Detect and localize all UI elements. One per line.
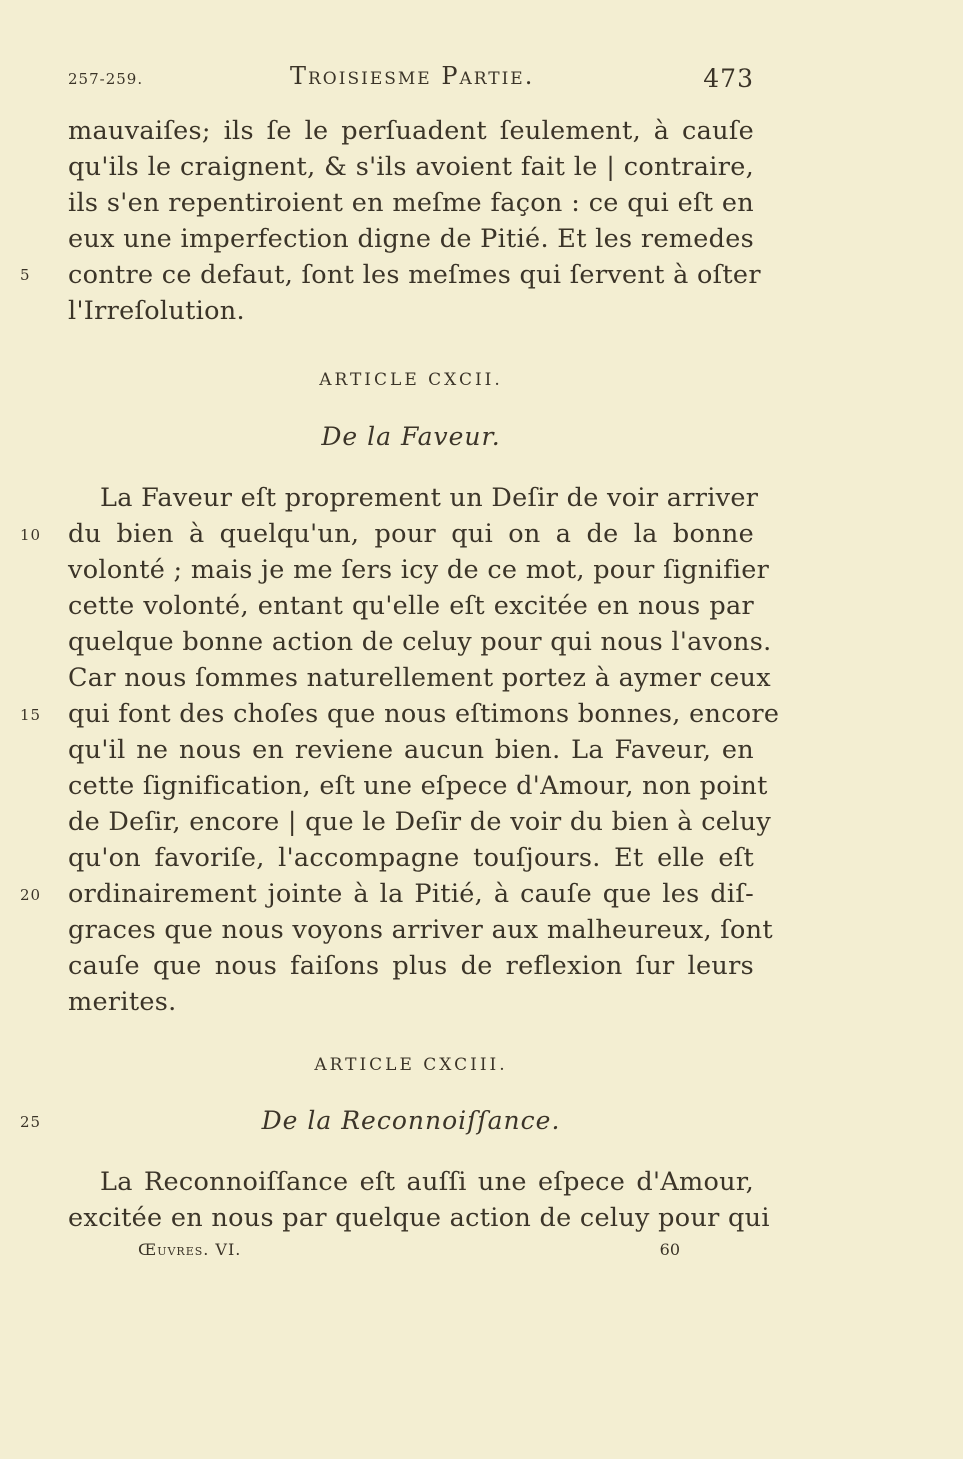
article-title: De la Faveur.: [321, 422, 501, 451]
article-heading: ARTICLE CXCII.: [319, 370, 503, 390]
page-number: 473: [703, 64, 754, 93]
text-line: cauſe que nous faiſons plus de reflexion ſur leurs: [68, 951, 754, 981]
text-line: ils s'en repentiroient en meſme façon : ce qui eſt en: [68, 188, 754, 218]
text-line: du bien à quelqu'un, pour qui on a de la bonne: [68, 519, 754, 549]
text-line: cette ſignification, eſt une eſpece d'Amour, non point: [68, 771, 768, 801]
paragraph-faveur: [68, 480, 780, 1020]
text-line: l'Irreſolution.: [68, 296, 245, 326]
text-line: La Faveur eſt proprement un Deſir de voir arriver: [100, 483, 759, 513]
running-header: [68, 62, 754, 98]
line-number: 20: [20, 886, 42, 904]
line-number: 10: [20, 526, 42, 544]
text-line: graces que nous voyons arriver aux malheureux, ſont: [68, 915, 773, 945]
text-line: de Deſir, encore | que le Deſir de voir du bien à celuy: [68, 807, 772, 837]
text-line: merites.: [68, 987, 177, 1017]
paragraph-reconnoissance: [68, 1164, 770, 1236]
text-line: qu'on favoriſe, l'accompagne touſjours. Et elle eſt: [68, 843, 754, 873]
line-number: 25: [20, 1113, 42, 1131]
line-number: 5: [20, 266, 31, 284]
footer-sheet-number: 60: [659, 1240, 680, 1259]
page-footer: [138, 1240, 698, 1264]
text-line: cette volonté, entant qu'elle eſt excitée en nous par: [68, 591, 754, 621]
header-reference: 257-259.: [68, 70, 144, 88]
text-line: qu'ils le craignent, & s'ils avoient fait le | contraire,: [68, 152, 754, 182]
text-line: quelque bonne action de celuy pour qui nous l'avons.: [68, 627, 772, 657]
footer-signature: Œuvres. VI.: [138, 1240, 242, 1259]
header-title: Troisiesme Partie.: [290, 62, 535, 90]
text-line: eux une imperfection digne de Pitié. Et les remedes: [68, 224, 754, 254]
paragraph-continuation: [68, 113, 761, 329]
article-title: De la Reconnoiſſance.: [261, 1106, 561, 1135]
line-number: 15: [20, 706, 42, 724]
text-line: volonté ; mais je me ſers icy de ce mot, pour ſignifier: [68, 555, 770, 585]
text-line: excitée en nous par quelque action de celuy pour qui: [68, 1203, 770, 1233]
text-line: qu'il ne nous en reviene aucun bien. La Faveur, en: [68, 735, 754, 765]
text-line: Car nous ſommes naturellement portez à aymer ceux: [68, 663, 771, 693]
article-heading: ARTICLE CXCIII.: [314, 1055, 508, 1075]
text-line: qui font des choſes que nous eſtimons bonnes, encore: [68, 699, 780, 729]
text-line: ordinairement jointe à la Pitié, à cauſe que les diſ-: [68, 879, 754, 909]
text-line: La Reconnoiſſance eſt auſſi une eſpece d'Amour,: [100, 1167, 754, 1197]
text-line: contre ce defaut, ſont les meſmes qui ſervent à oſter: [68, 260, 761, 290]
text-line: mauvaiſes; ils ſe le perſuadent ſeulement, à cauſe: [68, 116, 754, 146]
